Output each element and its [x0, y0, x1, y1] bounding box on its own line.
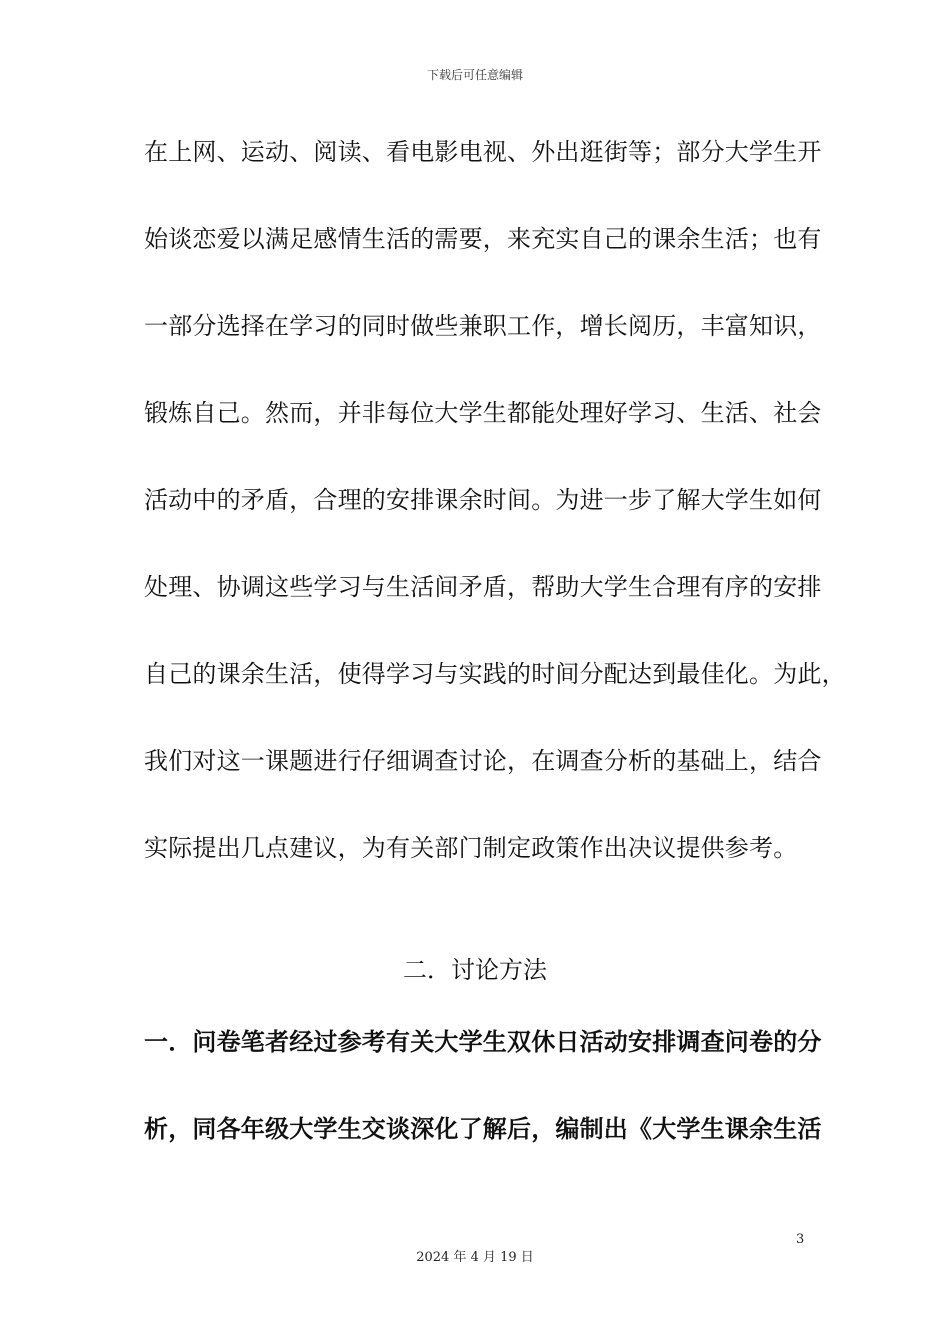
paragraph-line-4: 锻炼自己。然而，并非每位大学生都能处理好学习、生活、社会 — [144, 399, 822, 427]
paragraph-line-6: 处理、协调这些学习与生活间矛盾，帮助大学生合理有序的安排 — [144, 573, 822, 601]
bold-line-2: 析，同各年级大学生交谈深化了解后，编制出《大学生课余生活 — [144, 1115, 822, 1143]
paragraph-line-3: 一部分选择在学习的同时做些兼职工作，增长阅历，丰富知识， — [144, 312, 822, 340]
page-number: 3 — [796, 1232, 805, 1247]
footer-date: 2024 年 4 月 19 日 — [416, 1250, 534, 1265]
section-heading: 二．讨论方法 — [403, 956, 547, 984]
paragraph-line-1: 在上网、运动、阅读、看电影电视、外出逛街等；部分大学生开 — [144, 138, 822, 166]
paragraph-line-5: 活动中的矛盾，合理的安排课余时间。为进一步了解大学生如何 — [144, 486, 822, 514]
paragraph-line-2: 始谈恋爱以满足感情生活的需要，来充实自己的课余生活；也有 — [144, 225, 822, 253]
paragraph-line-9: 实际提出几点建议，为有关部门制定政策作出决议提供参考。 — [144, 834, 798, 862]
paragraph-line-8: 我们对这一课题进行仔细调查讨论，在调查分析的基础上，结合 — [144, 747, 822, 775]
paragraph-line-7: 自己的课余生活，使得学习与实践的时间分配达到最佳化。为此， — [144, 660, 846, 688]
page-header: 下载后可任意编辑 — [426, 68, 523, 82]
bold-line-1: 一．问卷笔者经过参考有关大学生双休日活动安排调查问卷的分 — [144, 1028, 822, 1056]
